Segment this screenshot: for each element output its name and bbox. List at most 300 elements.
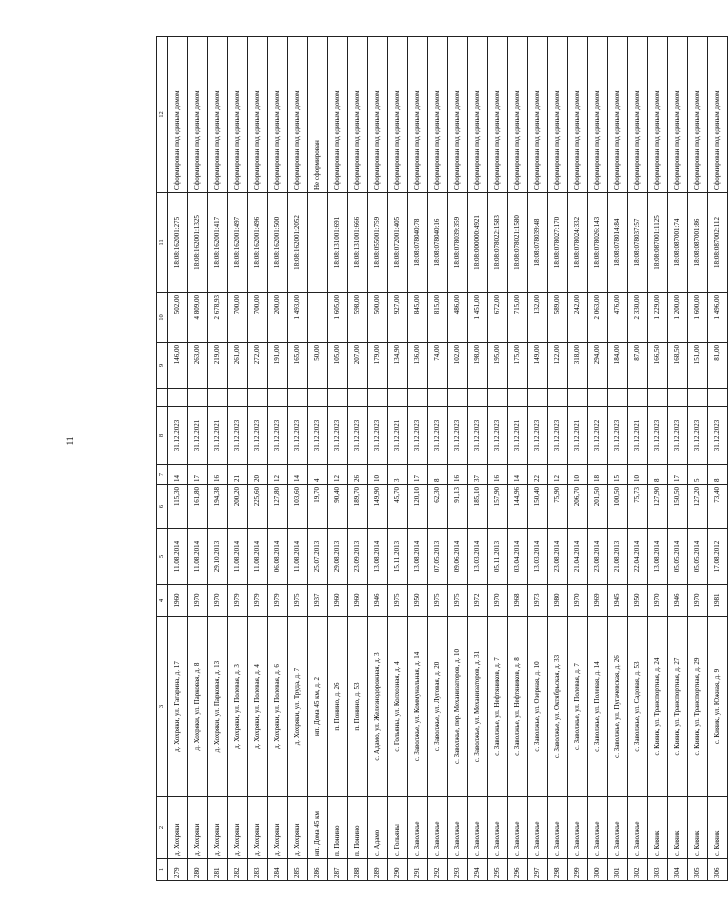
living-area-cell: 294,00 (588, 343, 608, 389)
year-built-cell: 1970 (688, 585, 708, 617)
address-cell: с. Заволжье, пер. Механизаторов, д. 10 (448, 617, 468, 797)
residents-cell: 15 (608, 465, 628, 485)
empty-cell-cell (488, 389, 508, 407)
settlement-cell: с. Заволжье (588, 797, 608, 859)
living-area-cell: 166,50 (648, 343, 668, 389)
table-row (348, 37, 368, 881)
table-row (308, 37, 328, 881)
land-status-cell: Сформирован под единым домом (588, 37, 608, 193)
land-area-cell: 700,00 (248, 293, 268, 343)
table-body (168, 37, 728, 881)
settlement-cell: с. Кияик (708, 797, 728, 859)
land-area-cell: 1 451,00 (468, 293, 488, 343)
empty-cell-cell (548, 389, 568, 407)
cadastral-number-cell: 18:08:162001:275 (168, 193, 188, 293)
cadastral-number-cell: 18:08:131001:666 (348, 193, 368, 293)
inspection-date-cell: 13.08.2014 (368, 529, 388, 585)
table-row (428, 37, 448, 881)
inspection-date-cell: 21.04.2014 (568, 529, 588, 585)
inspection-date-cell: 13.08.2014 (648, 529, 668, 585)
residents-cell: 10 (368, 465, 388, 485)
residents-cell: 5 (688, 465, 708, 485)
document-page (100, 0, 721, 905)
table-row (488, 37, 508, 881)
deadline-date-cell: 31.12.2023 (288, 407, 308, 465)
residents-cell: 14 (288, 465, 308, 485)
residents-cell: 17 (408, 465, 428, 485)
land-status-cell: Сформирован под единым домом (708, 37, 728, 193)
table-row (288, 37, 308, 881)
living-area-cell: 149,00 (528, 343, 548, 389)
land-area-cell: 1 493,00 (288, 293, 308, 343)
inspection-date-cell: 03.04.2014 (508, 529, 528, 585)
residents-cell: 12 (268, 465, 288, 485)
land-status-cell: Сформирован под единым домом (188, 37, 208, 193)
empty-cell-cell (608, 389, 628, 407)
living-area-cell: 87,00 (628, 343, 648, 389)
deadline-date-cell: 31.12.2023 (168, 407, 188, 465)
area-cell: 19,70 (308, 485, 328, 529)
living-area-cell: 122,00 (548, 343, 568, 389)
area-cell: 127,20 (688, 485, 708, 529)
cadastral-number-cell: 18:08:162001:417 (208, 193, 228, 293)
living-area-cell: 50,00 (308, 343, 328, 389)
inspection-date-cell: 06.08.2014 (268, 529, 288, 585)
year-built-cell: 1970 (188, 585, 208, 617)
land-status-cell: Не сформирован (308, 37, 328, 193)
year-built-cell: 1960 (328, 585, 348, 617)
cadastral-number-cell: 18:08:162001:496 (248, 193, 268, 293)
column-header: 4 (157, 585, 168, 617)
deadline-date-cell: 31.12.2023 (548, 407, 568, 465)
land-area-cell: 2 678,93 (208, 293, 228, 343)
address-cell: п. Понино, д. 26 (328, 617, 348, 797)
table-row (468, 37, 488, 881)
residents-cell: 14 (508, 465, 528, 485)
area-cell: 115,30 (168, 485, 188, 529)
address-cell: нп. Дома 45 км, д. 2 (308, 617, 328, 797)
area-cell: 100,50 (608, 485, 628, 529)
table-row (528, 37, 548, 881)
land-area-cell: 1 229,00 (648, 293, 668, 343)
deadline-date-cell: 31.12.2023 (368, 407, 388, 465)
year-built-cell: 1969 (588, 585, 608, 617)
inspection-date-cell: 25.07.2013 (308, 529, 328, 585)
land-status-cell: Сформирован под единым домом (668, 37, 688, 193)
cadastral-number-cell: 18:08:162001:2052 (288, 193, 308, 293)
row-number-cell: 303 (648, 859, 668, 881)
area-cell: 127,80 (268, 485, 288, 529)
area-cell: 201,50 (588, 485, 608, 529)
column-header: 9 (157, 343, 168, 389)
address-cell: с. Кияик, ул. Южная, д. 9 (708, 617, 728, 797)
land-status-cell: Сформирован под единым домом (688, 37, 708, 193)
inspection-date-cell: 13.08.2014 (408, 529, 428, 585)
empty-cell-cell (268, 389, 288, 407)
residents-cell: 16 (448, 465, 468, 485)
empty-cell-cell (288, 389, 308, 407)
table-row (228, 37, 248, 881)
settlement-cell: с. Заволжье (408, 797, 428, 859)
land-area-cell: 1 600,00 (688, 293, 708, 343)
deadline-date-cell: 31.12.2023 (708, 407, 728, 465)
living-area-cell: 207,00 (348, 343, 368, 389)
deadline-date-cell: 31.12.2023 (328, 407, 348, 465)
land-status-cell: Сформирован под единым домом (548, 37, 568, 193)
land-area-cell: 1 496,00 (708, 293, 728, 343)
land-status-cell: Сформирован под единым домом (528, 37, 548, 193)
address-cell: с. Кияик, ул. Транспортная, д. 24 (648, 617, 668, 797)
address-cell: д. Хохряки, ул. Полевая, д. 4 (248, 617, 268, 797)
empty-cell-cell (648, 389, 668, 407)
settlement-cell: д. Хохряки (188, 797, 208, 859)
settlement-cell: с. Заволжье (468, 797, 488, 859)
cadastral-number-cell: 18:08:078037:57 (628, 193, 648, 293)
area-cell: 194,38 (208, 485, 228, 529)
living-area-cell: 102,00 (448, 343, 468, 389)
housing-registry-table (156, 36, 728, 881)
land-area-cell: 589,00 (548, 293, 568, 343)
inspection-date-cell: 09.06.2014 (448, 529, 468, 585)
rotated-table-container (156, 37, 721, 881)
land-status-cell: Сформирован под единым домом (288, 37, 308, 193)
deadline-date-cell: 31.12.2023 (608, 407, 628, 465)
area-cell: 120,10 (408, 485, 428, 529)
row-number-cell: 287 (328, 859, 348, 881)
cadastral-number-cell: 18:08:072001:405 (388, 193, 408, 293)
year-built-cell: 1950 (628, 585, 648, 617)
row-number-cell: 279 (168, 859, 188, 881)
settlement-cell: д. Хохряки (268, 797, 288, 859)
header-row (157, 37, 168, 881)
inspection-date-cell: 23.08.2014 (588, 529, 608, 585)
land-area-cell: 700,00 (228, 293, 248, 343)
row-number-cell: 280 (188, 859, 208, 881)
column-header: 5 (157, 529, 168, 585)
table-row (588, 37, 608, 881)
land-area-cell: 2 330,00 (628, 293, 648, 343)
cadastral-number-cell: 18:08:078039:48 (528, 193, 548, 293)
address-cell: с. Заволжье, ул. Садовая, д. 53 (628, 617, 648, 797)
year-built-cell: 1968 (508, 585, 528, 617)
living-area-cell: 168,50 (668, 343, 688, 389)
cadastral-number-cell: 18:08:087001:1125 (648, 193, 668, 293)
row-number-cell: 304 (668, 859, 688, 881)
living-area-cell: 261,00 (228, 343, 248, 389)
address-cell: с. Заволжье, ул. Пугачевская, д. 26 (608, 617, 628, 797)
empty-cell-cell (348, 389, 368, 407)
address-cell: с. Заволжье, ул. Коммунальная, д. 14 (408, 617, 428, 797)
area-cell: 91,13 (448, 485, 468, 529)
land-status-cell: Сформирован под единым домом (228, 37, 248, 193)
inspection-date-cell: 13.03.2014 (468, 529, 488, 585)
deadline-date-cell: 31.12.2023 (668, 407, 688, 465)
living-area-cell: 175,00 (508, 343, 528, 389)
year-built-cell: 1981 (708, 585, 728, 617)
land-area-cell: 2 063,00 (588, 293, 608, 343)
table-row (208, 37, 228, 881)
inspection-date-cell: 11.08.2014 (188, 529, 208, 585)
address-cell: д. Хохряки, ул. Труда, д. 7 (288, 617, 308, 797)
table-row (648, 37, 668, 881)
land-status-cell: Сформирован под единым домом (428, 37, 448, 193)
page-number: 11 (65, 436, 75, 446)
empty-cell-cell (568, 389, 588, 407)
deadline-date-cell: 31.12.2023 (408, 407, 428, 465)
inspection-date-cell: 11.08.2014 (168, 529, 188, 585)
address-cell: с. Адамо, ул. Железнодорожная, д. 3 (368, 617, 388, 797)
area-cell: 189,70 (348, 485, 368, 529)
settlement-cell: с. Заволжье (628, 797, 648, 859)
cadastral-number-cell: 18:08:162001:500 (268, 193, 288, 293)
cadastral-number-cell: 18:08:055001:759 (368, 193, 388, 293)
residents-cell: 10 (628, 465, 648, 485)
living-area-cell: 195,00 (488, 343, 508, 389)
living-area-cell: 105,00 (328, 343, 348, 389)
land-area-cell: 200,00 (268, 293, 288, 343)
area-cell: 75,90 (548, 485, 568, 529)
column-header: 1 (157, 859, 168, 881)
land-status-cell: Сформирован под единым домом (488, 37, 508, 193)
residents-cell: 8 (428, 465, 448, 485)
empty-cell-cell (668, 389, 688, 407)
area-cell: 161,80 (188, 485, 208, 529)
table-row (188, 37, 208, 881)
address-cell: д. Хохряки, ул. Парковая, д. 13 (208, 617, 228, 797)
area-cell: 150,40 (528, 485, 548, 529)
table-row (688, 37, 708, 881)
area-cell: 185,10 (468, 485, 488, 529)
living-area-cell: 165,00 (288, 343, 308, 389)
table-row (548, 37, 568, 881)
empty-cell-cell (388, 389, 408, 407)
empty-cell-cell (228, 389, 248, 407)
column-header: 6 (157, 485, 168, 529)
living-area-cell: 81,00 (708, 343, 728, 389)
year-built-cell: 1950 (408, 585, 428, 617)
row-number-cell: 288 (348, 859, 368, 881)
empty-cell-cell (688, 389, 708, 407)
empty-cell-cell (408, 389, 428, 407)
year-built-cell: 1979 (228, 585, 248, 617)
column-header: 3 (157, 617, 168, 797)
deadline-date-cell: 31.12.2022 (588, 407, 608, 465)
settlement-cell: с. Заволжье (488, 797, 508, 859)
residents-cell: 16 (488, 465, 508, 485)
inspection-date-cell: 11.08.2014 (228, 529, 248, 585)
empty-cell-cell (328, 389, 348, 407)
year-built-cell: 1975 (428, 585, 448, 617)
residents-cell: 10 (568, 465, 588, 485)
land-area-cell: 486,00 (448, 293, 468, 343)
deadline-date-cell: 31.12.2021 (208, 407, 228, 465)
address-cell: с. Заволжье, ул. Озерная, д. 10 (528, 617, 548, 797)
row-number-cell: 298 (548, 859, 568, 881)
area-cell: 45,70 (388, 485, 408, 529)
land-status-cell: Сформирован под единым домом (448, 37, 468, 193)
deadline-date-cell: 31.12.2023 (448, 407, 468, 465)
empty-cell-cell (628, 389, 648, 407)
address-cell: п. Понино, д. 53 (348, 617, 368, 797)
cadastral-number-cell: 18:08:078040:78 (408, 193, 428, 293)
living-area-cell: 198,00 (468, 343, 488, 389)
column-header (157, 389, 168, 407)
inspection-date-cell: 29.10.2013 (208, 529, 228, 585)
land-area-cell: 242,00 (568, 293, 588, 343)
deadline-date-cell: 31.12.2023 (308, 407, 328, 465)
table-row (608, 37, 628, 881)
land-area-cell: 4 809,00 (188, 293, 208, 343)
year-built-cell: 1980 (548, 585, 568, 617)
table-row (448, 37, 468, 881)
living-area-cell: 136,00 (408, 343, 428, 389)
row-number-cell: 281 (208, 859, 228, 881)
row-number-cell: 301 (608, 859, 628, 881)
area-cell: 157,90 (488, 485, 508, 529)
land-status-cell: Сформирован под единым домом (168, 37, 188, 193)
land-status-cell: Сформирован под единым домом (568, 37, 588, 193)
land-area-cell: 1 605,00 (328, 293, 348, 343)
empty-cell-cell (188, 389, 208, 407)
land-status-cell: Сформирован под единым домом (468, 37, 488, 193)
residents-cell: 17 (188, 465, 208, 485)
area-cell: 150,50 (668, 485, 688, 529)
empty-cell-cell (508, 389, 528, 407)
inspection-date-cell: 22.04.2014 (628, 529, 648, 585)
area-cell: 200,20 (228, 485, 248, 529)
land-status-cell: Сформирован под единым домом (628, 37, 648, 193)
year-built-cell: 1975 (288, 585, 308, 617)
land-status-cell: Сформирован под единым домом (268, 37, 288, 193)
settlement-cell: п. Понино (348, 797, 368, 859)
land-area-cell: 672,00 (488, 293, 508, 343)
year-built-cell: 1972 (468, 585, 488, 617)
row-number-cell: 283 (248, 859, 268, 881)
cadastral-number-cell: 18:08:087001:74 (668, 193, 688, 293)
settlement-cell: с. Заволжье (608, 797, 628, 859)
land-status-cell: Сформирован под единым домом (508, 37, 528, 193)
cadastral-number-cell: 18:08:078040:16 (428, 193, 448, 293)
row-number-cell: 300 (588, 859, 608, 881)
area-cell: 127,90 (648, 485, 668, 529)
residents-cell: 3 (388, 465, 408, 485)
year-built-cell: 1960 (168, 585, 188, 617)
address-cell: с. Гольяны, ул. Колхозная, д. 4 (388, 617, 408, 797)
inspection-date-cell: 05.05.2014 (688, 529, 708, 585)
inspection-date-cell: 11.08.2014 (248, 529, 268, 585)
land-status-cell: Сформирован под единым домом (368, 37, 388, 193)
land-area-cell: 502,00 (168, 293, 188, 343)
settlement-cell: с. Кияик (688, 797, 708, 859)
settlement-cell: с. Заволжье (548, 797, 568, 859)
area-cell: 225,60 (248, 485, 268, 529)
row-number-cell: 284 (268, 859, 288, 881)
settlement-cell: с. Кияик (648, 797, 668, 859)
area-cell: 75,73 (628, 485, 648, 529)
row-number-cell: 292 (428, 859, 448, 881)
inspection-date-cell: 21.08.2013 (608, 529, 628, 585)
empty-cell-cell (588, 389, 608, 407)
settlement-cell: с. Адамо (368, 797, 388, 859)
settlement-cell: с. Заволжье (568, 797, 588, 859)
residents-cell: 26 (348, 465, 368, 485)
land-status-cell: Сформирован под единым домом (608, 37, 628, 193)
land-area-cell: 715,00 (508, 293, 528, 343)
residents-cell: 16 (208, 465, 228, 485)
address-cell: д. Хохряки, ул. Парковая, д. 8 (188, 617, 208, 797)
row-number-cell: 290 (388, 859, 408, 881)
living-area-cell: 146,00 (168, 343, 188, 389)
table-row (628, 37, 648, 881)
empty-cell-cell (468, 389, 488, 407)
address-cell: с. Кияик, ул. Транспортная, д. 27 (668, 617, 688, 797)
row-number-cell: 282 (228, 859, 248, 881)
row-number-cell: 299 (568, 859, 588, 881)
deadline-date-cell: 31.12.2023 (228, 407, 248, 465)
row-number-cell: 302 (628, 859, 648, 881)
row-number-cell: 306 (708, 859, 728, 881)
settlement-cell: д. Хохряки (168, 797, 188, 859)
area-cell: 144,96 (508, 485, 528, 529)
deadline-date-cell: 31.12.2023 (488, 407, 508, 465)
cadastral-number-cell: 18:08:078014:84 (608, 193, 628, 293)
residents-cell: 12 (548, 465, 568, 485)
residents-cell: 12 (328, 465, 348, 485)
living-area-cell: 184,00 (608, 343, 628, 389)
inspection-date-cell: 17.08.2012 (708, 529, 728, 585)
settlement-cell: с. Кияик (668, 797, 688, 859)
empty-cell-cell (528, 389, 548, 407)
land-status-cell: Сформирован под единым домом (248, 37, 268, 193)
deadline-date-cell: 31.12.2023 (268, 407, 288, 465)
area-cell: 90,40 (328, 485, 348, 529)
area-cell: 62,30 (428, 485, 448, 529)
year-built-cell: 1979 (268, 585, 288, 617)
inspection-date-cell: 07.05.2013 (428, 529, 448, 585)
column-header: 10 (157, 293, 168, 343)
empty-cell-cell (428, 389, 448, 407)
residents-cell: 21 (228, 465, 248, 485)
inspection-date-cell: 05.11.2013 (488, 529, 508, 585)
living-area-cell: 272,00 (248, 343, 268, 389)
cadastral-number-cell: 18:08:078022:1583 (488, 193, 508, 293)
row-number-cell: 285 (288, 859, 308, 881)
land-status-cell: Сформирован под единым домом (208, 37, 228, 193)
column-header: 7 (157, 465, 168, 485)
row-number-cell: 291 (408, 859, 428, 881)
row-number-cell: 289 (368, 859, 388, 881)
area-cell: 73,40 (708, 485, 728, 529)
land-area-cell (308, 293, 328, 343)
inspection-date-cell: 11.08.2014 (288, 529, 308, 585)
column-header: 11 (157, 193, 168, 293)
row-number-cell: 286 (308, 859, 328, 881)
residents-cell: 20 (248, 465, 268, 485)
land-status-cell: Сформирован под единым домом (408, 37, 428, 193)
inspection-date-cell: 13.03.2014 (528, 529, 548, 585)
address-cell: с. Кияик, ул. Транспортная, д. 29 (688, 617, 708, 797)
land-area-cell: 845,00 (408, 293, 428, 343)
year-built-cell: 1945 (608, 585, 628, 617)
empty-cell-cell (168, 389, 188, 407)
deadline-date-cell: 31.12.2023 (648, 407, 668, 465)
deadline-date-cell: 31.12.2023 (688, 407, 708, 465)
empty-cell-cell (448, 389, 468, 407)
deadline-date-cell: 31.12.2021 (188, 407, 208, 465)
year-built-cell: 1979 (248, 585, 268, 617)
table-row (508, 37, 528, 881)
deadline-date-cell: 31.12.2023 (528, 407, 548, 465)
